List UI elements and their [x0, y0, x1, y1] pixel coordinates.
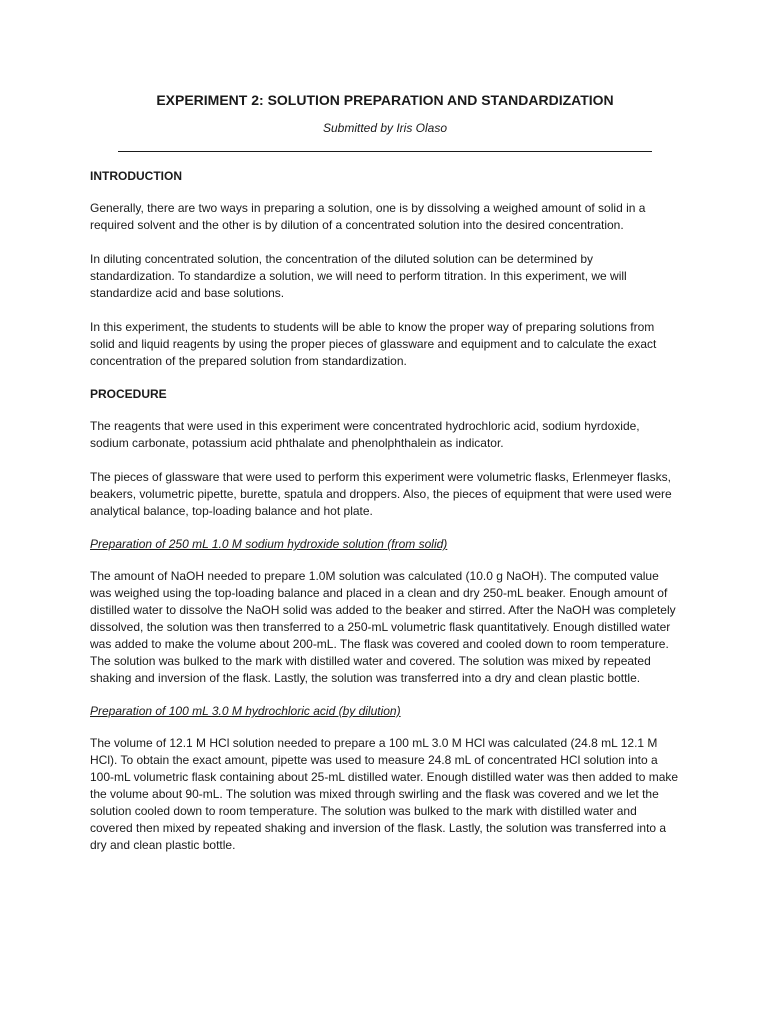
naoh-preparation-subheading: Preparation of 250 mL 1.0 M sodium hydroxide solution (from solid) — [90, 537, 448, 551]
document-title: EXPERIMENT 2: SOLUTION PREPARATION AND STANDARDIZATION — [156, 92, 614, 108]
procedure-paragraph-reagents: The reagents that were used in this experiment were concentrated hydrochloric acid, sodium hyrdoxide, sodium carbonate, potassium acid phthalate and phenolphthalein as indicator. — [90, 419, 640, 450]
naoh-preparation-paragraph: The amount of NaOH needed to prepare 1.0M solution was calculated (10.0 g NaOH). The computed value was weighed using the top-loading balance and placed in a clean and dry 250-mL beaker. Enough amount of distilled water to dissolve the NaOH solid was added to the beaker and stirred. After the NaOH was completely dissolved, the solution was then transferred to a 250-mL volumetric flask quantitatively. Enough distilled water was added to make the volume about 200-mL. The flask was covered and cooled down to room temperature. The solution was bulked to the mark with distilled water and covered. The solution was mixed by repeated shaking and inversion of the flask. Lastly, the solution was transferred into a dry and clean plastic bottle. — [90, 569, 676, 685]
submitted-by-line: Submitted by Iris Olaso — [322, 121, 448, 135]
document-page — [90, 92, 680, 871]
procedure-heading: PROCEDURE — [90, 387, 167, 401]
introduction-paragraph-1: Generally, there are two ways in preparing a solution, one is by dissolving a weighed amount of solid in a required solvent and the other is by dilution of a concentrated solution into the desired concentration. — [90, 201, 646, 232]
title-divider — [118, 151, 652, 152]
procedure-paragraph-glassware: The pieces of glassware that were used to perform this experiment were volumetric flasks, Erlenmeyer flasks, beakers, volumetric pipette, burette, spatula and droppers. Also, the pieces of equipment that were used were analytical balance, top-loading balance and hot plate. — [90, 470, 672, 518]
introduction-paragraph-2: In diluting concentrated solution, the concentration of the diluted solution can be determined by standardization. To standardize a solution, we will need to perform titration. In this experiment, we will standardize acid and base solutions. — [90, 252, 627, 300]
introduction-heading: INTRODUCTION — [90, 169, 182, 183]
hcl-preparation-paragraph: The volume of 12.1 M HCl solution needed to prepare a 100 mL 3.0 M HCl was calculated (24.8 mL 12.1 M HCl). To obtain the exact amount, pipette was used to measure 24.8 mL of concentrated HCl solution into a 100-mL volumetric flask containing about 25-mL distilled water. Enough distilled water was then added to make the volume about 90-mL. The solution was mixed through swirling and the flask was covered and we let the solution cooled down to room temperature. The solution was bulked to the mark with distilled water and covered then mixed by repeated shaking and inversion of the flask. Lastly, the solution was transferred into a dry and clean plastic bottle. — [90, 736, 679, 852]
hcl-preparation-subheading: Preparation of 100 mL 3.0 M hydrochloric acid (by dilution) — [90, 704, 401, 718]
introduction-paragraph-3: In this experiment, the students to students will be able to know the proper way of preparing solutions from solid and liquid reagents by using the proper pieces of glassware and equipment and to calculate the exact concentration of the prepared solution from standardization. — [90, 320, 657, 368]
